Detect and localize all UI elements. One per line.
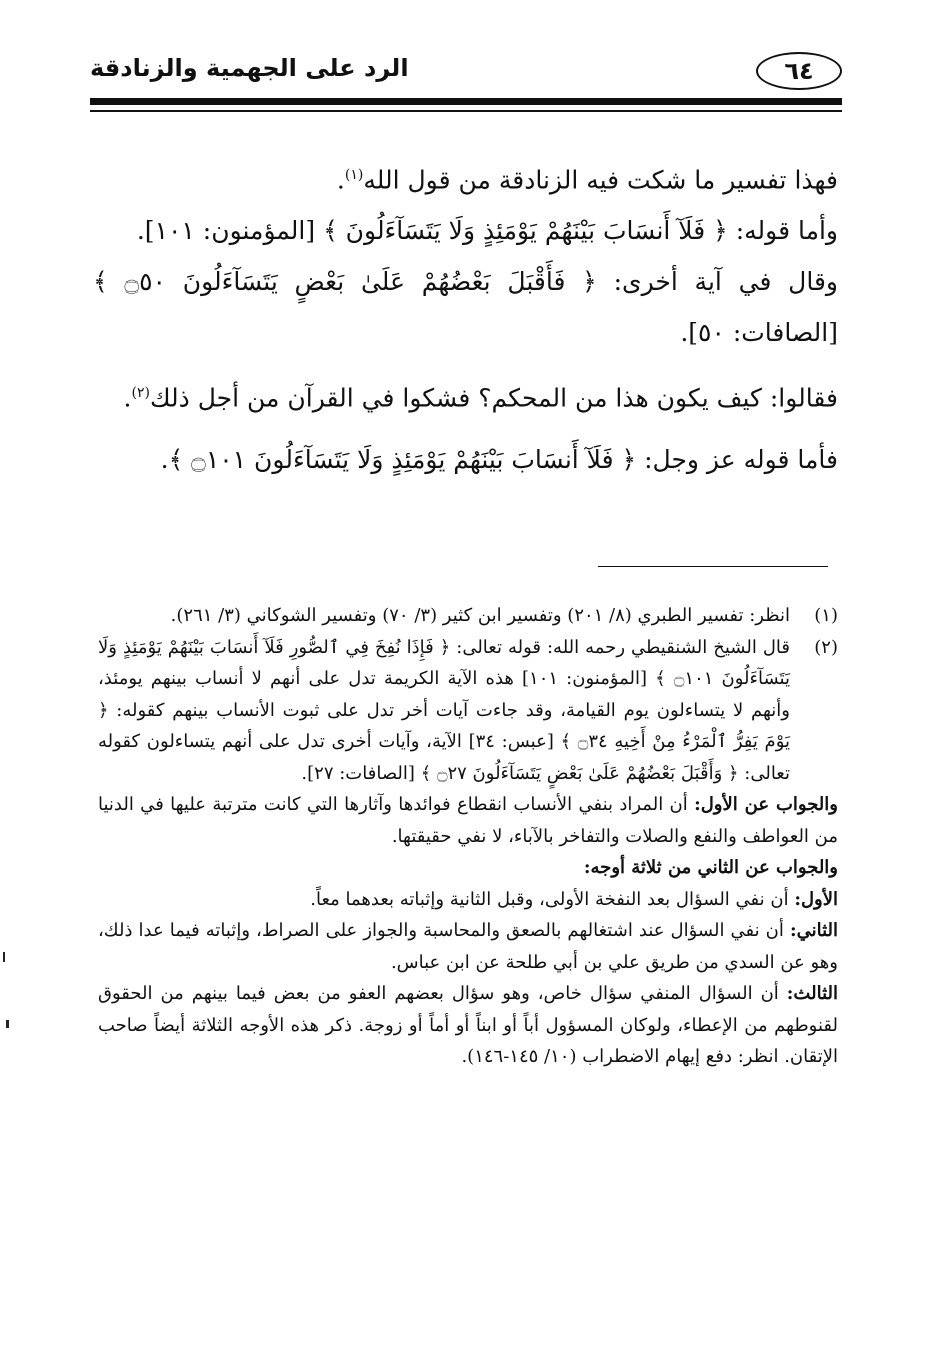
answer-2 bbox=[98, 852, 838, 884]
answer-1-lead: والجواب عن الأول: bbox=[694, 794, 838, 815]
page-number: ٦٤ bbox=[756, 52, 842, 90]
footnote-ref-1: (١) bbox=[344, 167, 364, 183]
answer-1-text: أن المراد بنفي الأنساب انقطاع فوائدها وآثارها التي كانت مترتبة عليها في الدنيا من العواطف والنفع والصلات والتفاخر بالآباء، لا نفي حقيقتها. bbox=[98, 794, 838, 847]
footnote-ref-2: (٢) bbox=[131, 385, 150, 402]
footnote-1-number: (١) bbox=[814, 605, 838, 626]
paragraph-1-text: فهذا تفسير ما شكت فيه الزنادقة من قول الله bbox=[363, 165, 838, 195]
paragraph-1 bbox=[93, 150, 838, 205]
answer-first-text: أن نفي السؤال بعد النفخة الأولى، وقبل الثانية وإثباته بعدهما معاً. bbox=[310, 888, 795, 910]
answer-third-text: أن السؤال المنفي سؤال خاص، وهو سؤال بعضهم العفو من بعض فيما بينهم من الحقوق لقنوطهم من الإعطاء، ولوكان المسؤول أباً أو ابناً أو أماً أو زوجة. ذكر هذه الأوجه الثلاثة أيضاً صاحب الإتقان. انظر: دفع إيهام الاضطراب (١٠/ ١٤٥-١٤٦). bbox=[98, 983, 838, 1067]
header-rule-thin bbox=[90, 110, 842, 112]
footnote-2-text: قال الشيخ الشنقيطي رحمه الله: قوله تعالى: ﴿ فَإِذَا نُفِخَ فِي ٱلصُّورِ فَلَآ أَنسَابَ بَيْنَهُمْ يَوْمَئِذٍ وَلَا يَتَسَآءَلُونَ ۝١٠١ ﴾ [المؤمنون: ١٠١] هذه الآية الكريمة تدل على أنهم لا أنساب بينهم يومئذ، وأنهم لا يتساءلون يوم القيامة، وقد جاءت آيات أخر تدل على ثبوت الأنساب بينهم كقوله: ﴿ يَوْمَ يَفِرُّ ٱلْمَرْءُ مِنْ أَخِيهِ ۝٣٤ ﴾ [عبس: ٣٤] الآية، وآيات أخرى تدل على أنهم يتساءلون كقوله تعالى: ﴿ وَأَقْبَلَ بَعْضُهُمْ عَلَىٰ بَعْضٍ يَتَسَآءَلُونَ ۝٢٧ ﴾ [الصافات: ٢٧]. bbox=[98, 636, 791, 784]
paragraph-4-text: فقالوا: كيف يكون هذا من المحكم؟ فشكوا في القرآن من أجل ذلك bbox=[149, 383, 838, 413]
footnote-1-text: انظر: تفسير الطبري (٨/ ٢٠١) وتفسير ابن كثير (٣/ ٧٠) وتفسير الشوكاني (٣/ ٢٦١). bbox=[170, 605, 790, 626]
footnote-2-number: (٢) bbox=[814, 636, 838, 658]
answer-1 bbox=[98, 789, 838, 852]
answer-third bbox=[98, 978, 838, 1073]
paragraph-5: فأما قوله عز وجل: ﴿ فَلَآ أَنسَابَ بَيْنَهُمْ يَوْمَئِذٍ وَلَا يَتَسَآءَلُونَ ۝١٠١ ﴾. bbox=[160, 444, 838, 474]
footnote-1 bbox=[98, 600, 838, 632]
footnote-2 bbox=[98, 632, 838, 790]
paragraph-2: وأما قوله: ﴿ فَلَآ أَنسَابَ بَيْنَهُمْ يَوْمَئِذٍ وَلَا يَتَسَآءَلُونَ ﴾ [المؤمنون: ١٠١]. bbox=[136, 216, 838, 246]
answer-2-lead: والجواب عن الثاني من ثلاثة أوجه: bbox=[583, 857, 838, 878]
footnotes bbox=[98, 600, 838, 1073]
answer-first bbox=[98, 884, 838, 916]
answer-second bbox=[98, 915, 838, 978]
answer-second-lead: الثاني: bbox=[789, 920, 838, 941]
answer-third-lead: الثالث: bbox=[786, 983, 838, 1004]
running-title: الرد على الجهمية والزنادقة bbox=[90, 54, 409, 82]
page-header bbox=[90, 50, 842, 90]
main-text bbox=[93, 150, 838, 485]
scan-mark bbox=[3, 952, 5, 962]
answer-first-lead: الأول: bbox=[794, 888, 838, 910]
paragraph-3: وقال في آية أخرى: ﴿ فَأَقْبَلَ بَعْضُهُمْ عَلَىٰ بَعْضٍ يَتَسَآءَلُونَ ۝٥٠ ﴾ [الصافات: ٥٠]. bbox=[93, 267, 838, 348]
header-rule-thick bbox=[90, 98, 842, 105]
scan-mark bbox=[6, 1020, 9, 1028]
paragraph-4-end: . bbox=[123, 383, 132, 413]
paragraph-1-end: . bbox=[336, 165, 345, 195]
paragraph-4 bbox=[93, 368, 838, 423]
answer-second-text: أن نفي السؤال عند اشتغالهم بالصعق والمحاسبة والجواز على الصراط، وإثباته فيما عدا ذلك، وهو عن السدي من طريق علي بن أبي طلحة عن ابن عباس. bbox=[98, 920, 838, 973]
footnote-separator bbox=[598, 566, 828, 567]
